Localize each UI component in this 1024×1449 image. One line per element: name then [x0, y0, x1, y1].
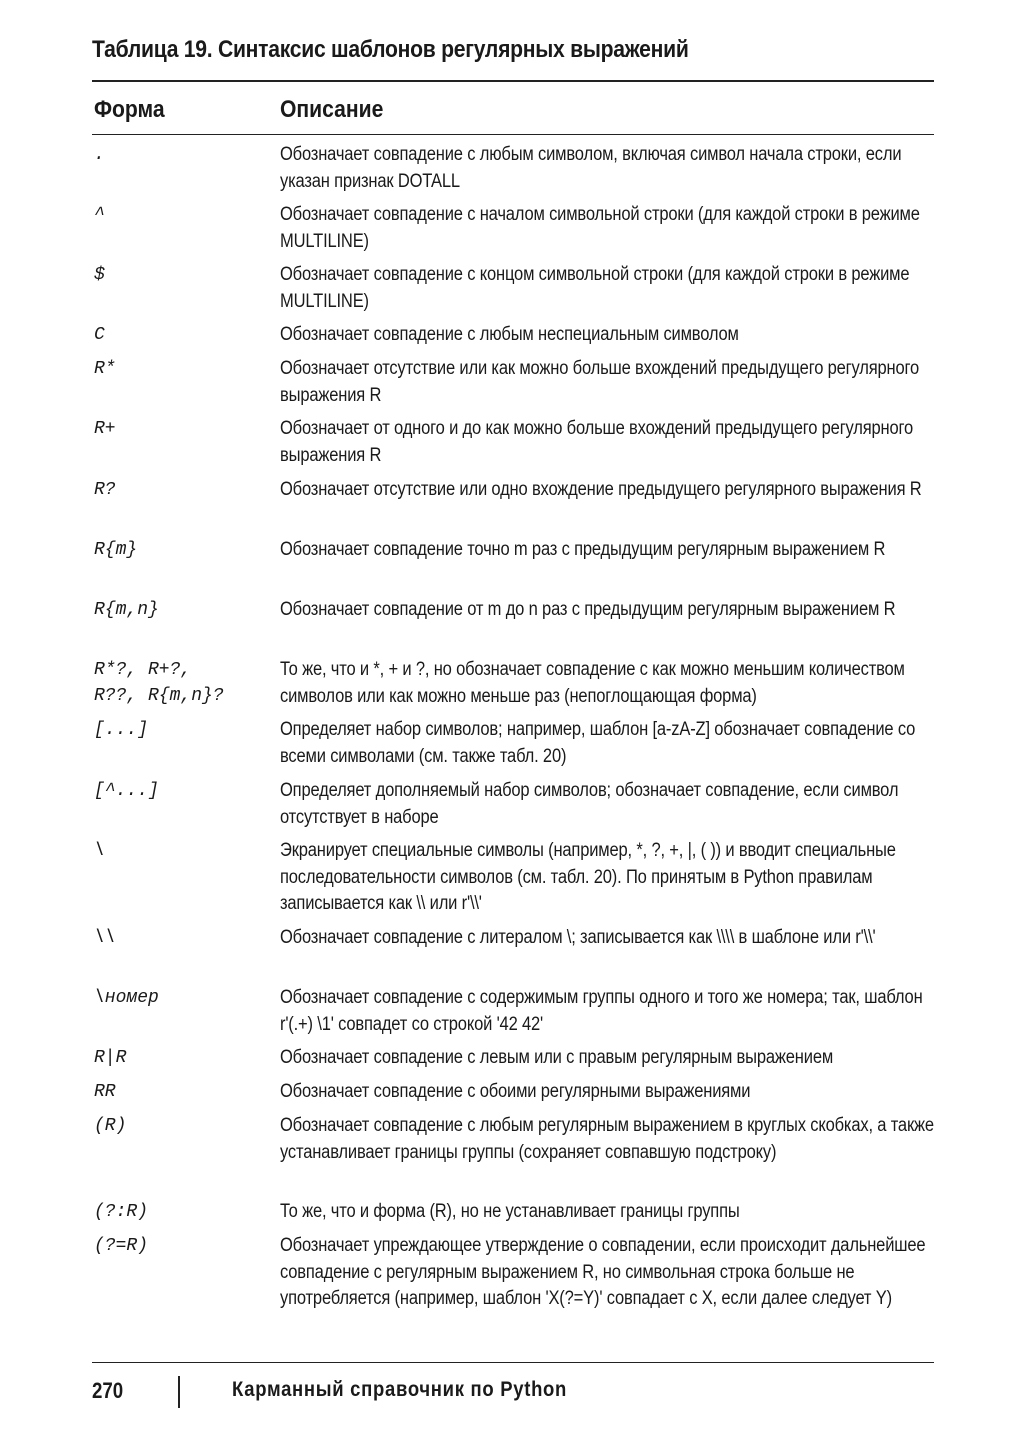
column-header-description: Описание	[280, 96, 384, 123]
description-cell: Определяет дополняемый набор символов; обозначает совпадение, если символ отсутствует в наборе	[280, 780, 899, 828]
description-cell: Обозначает отсутствие или одно вхождение предыдущего регулярного выражения R	[280, 479, 922, 500]
form-cell: R*?, R+?, R??, R{m,n}?	[94, 660, 224, 706]
bottom-rule	[92, 1362, 934, 1363]
form-cell: \номер	[94, 988, 159, 1008]
form-cell: R|R	[94, 1048, 127, 1068]
form-cell: R+	[94, 419, 116, 439]
table-title: Таблица 19. Синтаксис шаблонов регулярных выражений	[92, 36, 689, 63]
form-cell: [...]	[94, 720, 149, 740]
form-cell: R*	[94, 359, 116, 379]
form-cell: [^...]	[94, 781, 159, 801]
form-cell: RR	[94, 1082, 116, 1102]
form-cell: (?=R)	[94, 1236, 149, 1256]
form-cell: R{m,n}	[94, 600, 159, 620]
header-rule	[92, 134, 934, 135]
form-cell: \\	[94, 928, 116, 948]
form-cell: (R)	[94, 1116, 127, 1136]
description-cell: Обозначает совпадение с любым регулярным выражением в круглых скобках, а также устанавливает границы группы (сохраняет совпавшую подстроку)	[280, 1115, 934, 1163]
form-cell: R?	[94, 480, 116, 500]
column-header-form: Форма	[94, 96, 165, 123]
description-cell: То же, что и *, + и ?, но обозначает совпадение с как можно меньшим количеством символов или как можно меньше раз (непоглощающая форма)	[280, 659, 905, 707]
description-cell: Обозначает совпадение с началом символьной строки (для каждой строки в режиме MULTILINE)	[280, 204, 920, 252]
description-cell: Определяет набор символов; например, шаблон [a-zA-Z] обозначает совпадение со всеми символами (см. также табл. 20)	[280, 719, 916, 767]
top-rule	[92, 80, 934, 82]
description-cell: Экранирует специальные символы (например, *, ?, +, |, ( )) и вводит специальные последовательности символов (см. табл. 20). По принятым в Python правилам записывается как \\ или r'\\'	[280, 840, 896, 914]
form-cell: C	[94, 325, 105, 345]
form-cell: .	[94, 145, 105, 165]
description-cell: Обозначает совпадение с любым неспециальным символом	[280, 324, 739, 345]
description-cell: Обозначает от одного и до как можно больше вхождений предыдущего регулярного выражения R	[280, 418, 914, 466]
description-cell: Обозначает совпадение от m до n раз с предыдущим регулярным выражением R	[280, 599, 896, 620]
footer-separator	[178, 1376, 180, 1408]
form-cell: $	[94, 265, 105, 285]
description-cell: Обозначает совпадение с содержимым группы одного и того же номера; так, шаблон r'(.+) \1' совпадет со строкой '42 42'	[280, 987, 923, 1035]
description-cell: Обозначает совпадение точно m раз с предыдущим регулярным выражением R	[280, 539, 886, 560]
page-number: 270	[92, 1378, 124, 1403]
form-cell: \	[94, 841, 105, 861]
form-cell: ^	[94, 205, 105, 225]
form-cell: R{m}	[94, 540, 138, 560]
description-cell: Обозначает совпадение с левым или с правым регулярным выражением	[280, 1047, 834, 1068]
book-title: Карманный справочник по Python	[232, 1378, 568, 1401]
description-cell: Обозначает отсутствие или как можно больше вхождений предыдущего регулярного выражения R	[280, 358, 920, 406]
description-cell: Обозначает совпадение с обоими регулярными выражениями	[280, 1081, 751, 1102]
description-cell: Обозначает совпадение с литералом \; записывается как \\\\ в шаблоне или r'\\'	[280, 927, 876, 948]
description-cell: Обозначает упреждающее утверждение о совпадении, если происходит дальнейшее совпадение с регулярным выражением R, но символьная строка больше не употребляется (например, шаблон 'X(?=Y)' совпадает с X, если далее следует Y)	[280, 1235, 926, 1309]
description-cell: Обозначает совпадение с любым символом, включая символ начала строки, если указан признак DOTALL	[280, 144, 902, 192]
description-cell: То же, что и форма (R), но не устанавливает границы группы	[280, 1201, 740, 1222]
form-cell: (?:R)	[94, 1202, 149, 1222]
description-cell: Обозначает совпадение с концом символьной строки (для каждой строки в режиме MULTILINE)	[280, 264, 910, 312]
